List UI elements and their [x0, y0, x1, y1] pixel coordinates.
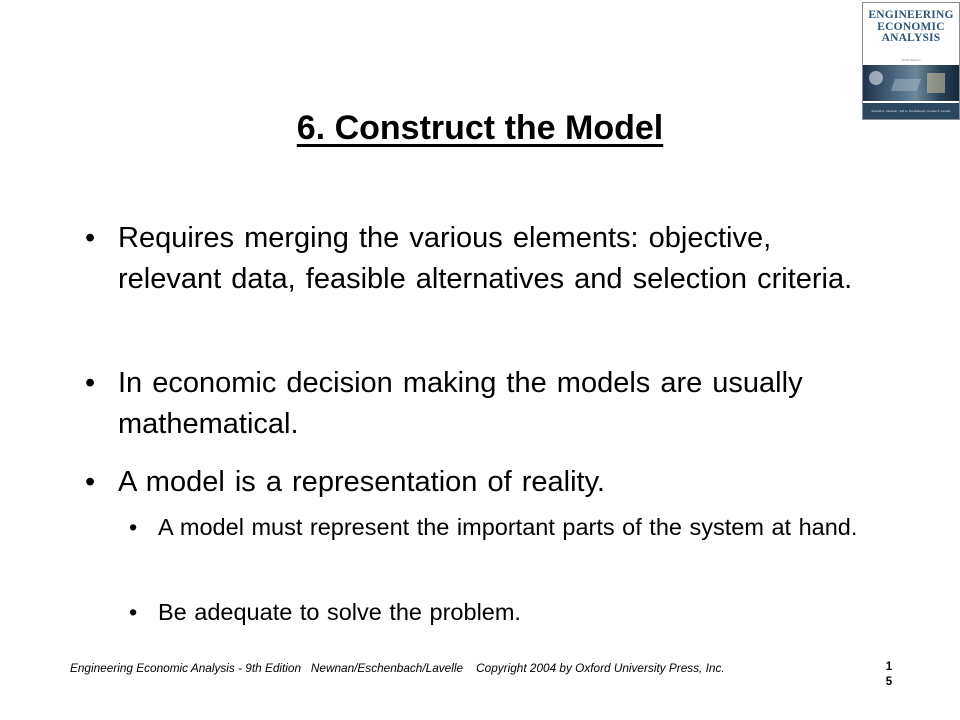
page-number: 15 — [885, 661, 893, 688]
book-cover-edition: Ninth Edition — [901, 58, 921, 62]
book-cover-image — [862, 2, 960, 120]
cover-art-shape — [869, 71, 883, 85]
bullet-item: • A model is a representation of reality. — [118, 462, 878, 503]
sub-bullet-item: • A model must represent the important parts of the system at hand. — [158, 511, 878, 544]
cover-art-shape — [927, 73, 945, 93]
book-cover-title: ENGINEERING ECONOMIC ANALYSIS — [868, 9, 954, 44]
slide-title: 6. Construct the Model — [296, 109, 664, 147]
sub-bullet-item: • Be adequate to solve the problem. — [158, 596, 878, 629]
cover-art-shape — [891, 79, 921, 91]
book-cover-art — [863, 65, 959, 101]
book-cover-authors: Donald G. Newnan | Ted G. Eschenbach | Jerome P. Lavelle — [863, 103, 959, 119]
bullet-item: • In economic decision making the models are usually mathematical. — [118, 363, 878, 445]
bullet-item: • Requires merging the various elements: objective, relevant data, feasible alternatives and selection criteria. — [118, 218, 878, 300]
footer-text: Engineering Economic Analysis - 9th Edition Newnan/Eschenbach/Lavelle Copyright 2004 by Oxford University Press, Inc. — [70, 661, 725, 675]
